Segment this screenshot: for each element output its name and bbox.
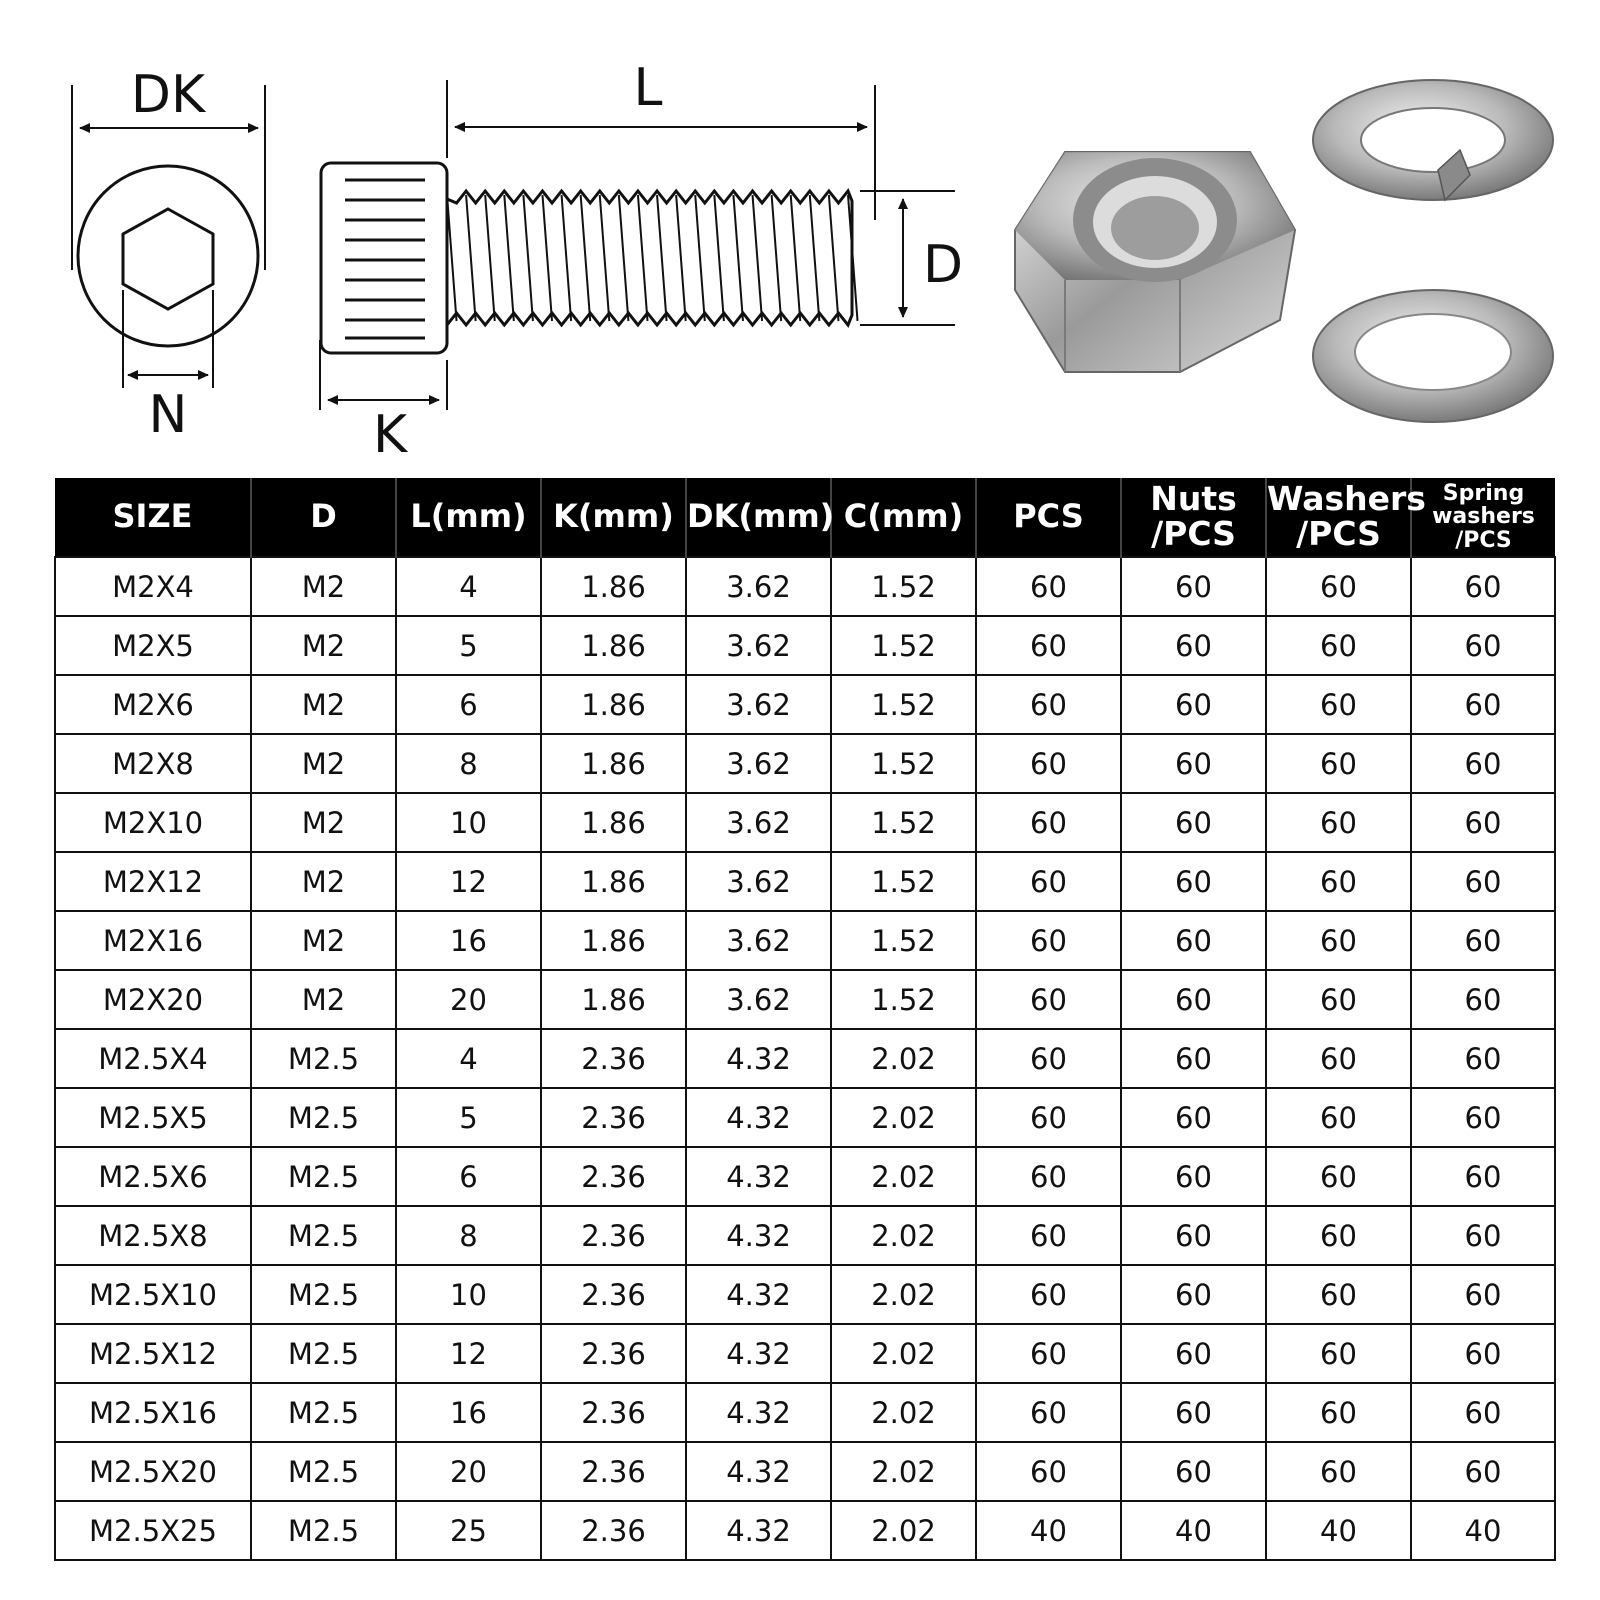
table-cell-d: M2	[251, 616, 396, 675]
table-cell-nuts-pcs: 60	[1121, 616, 1266, 675]
flat-washer-icon	[1313, 290, 1553, 422]
table-cell-k-mm: 2.36	[541, 1324, 686, 1383]
table-cell-washers-pcs: 40	[1266, 1501, 1411, 1560]
column-header-d	[251, 478, 396, 557]
table-cell-washers-pcs: 60	[1266, 1324, 1411, 1383]
column-header-nuts-pcs	[1121, 478, 1266, 557]
table-cell-spring-washers-pcs: 60	[1411, 1147, 1555, 1206]
table-cell-c-mm: 2.02	[831, 1206, 976, 1265]
table-cell-washers-pcs: 60	[1266, 1265, 1411, 1324]
table-cell-l-mm: 12	[396, 1324, 541, 1383]
l-label: L	[633, 58, 663, 118]
table-cell-pcs: 60	[976, 557, 1121, 616]
table-cell-dk-mm: 4.32	[686, 1029, 831, 1088]
table-cell-l-mm: 6	[396, 675, 541, 734]
column-header-pcs	[976, 478, 1121, 557]
table-row	[55, 557, 1555, 616]
column-header-line: L(mm)	[410, 497, 527, 536]
table-cell-pcs: 60	[976, 1147, 1121, 1206]
table-row	[55, 1029, 1555, 1088]
table-cell-pcs: 60	[976, 852, 1121, 911]
column-header-line: C(mm)	[843, 497, 964, 536]
table-cell-d: M2.5	[251, 1029, 396, 1088]
table-cell-pcs: 40	[976, 1501, 1121, 1560]
table-cell-c-mm: 1.52	[831, 911, 976, 970]
table-cell-pcs: 60	[976, 1324, 1121, 1383]
table-cell-k-mm: 2.36	[541, 1442, 686, 1501]
table-cell-k-mm: 2.36	[541, 1088, 686, 1147]
column-header-washers-pcs	[1266, 478, 1426, 557]
table-cell-c-mm: 2.02	[831, 1029, 976, 1088]
table-cell-l-mm: 10	[396, 1265, 541, 1324]
table-cell-spring-washers-pcs: 60	[1411, 1442, 1555, 1501]
table-cell-nuts-pcs: 60	[1121, 675, 1266, 734]
table-row	[55, 793, 1555, 852]
column-header-line: Spring	[1442, 481, 1525, 507]
table-cell-spring-washers-pcs: 60	[1411, 852, 1555, 911]
table-cell-spring-washers-pcs: 60	[1411, 1265, 1555, 1324]
table-cell-c-mm: 1.52	[831, 793, 976, 852]
column-header-line: DK(mm)	[687, 497, 835, 536]
table-cell-l-mm: 16	[396, 1383, 541, 1442]
column-header-line: Nuts	[1150, 479, 1237, 519]
table-row	[55, 1147, 1555, 1206]
table-cell-k-mm: 2.36	[541, 1383, 686, 1442]
hex-nut-icon	[1015, 152, 1295, 372]
table-row	[55, 734, 1555, 793]
table-cell-d: M2.5	[251, 1147, 396, 1206]
table-cell-washers-pcs: 60	[1266, 1088, 1411, 1147]
table-cell-dk-mm: 4.32	[686, 1324, 831, 1383]
table-cell-size: M2X12	[55, 852, 251, 911]
table-cell-nuts-pcs: 60	[1121, 793, 1266, 852]
d-label: D	[922, 235, 964, 295]
table-cell-dk-mm: 3.62	[686, 911, 831, 970]
table-cell-l-mm: 8	[396, 1206, 541, 1265]
table-cell-pcs: 60	[976, 734, 1121, 793]
table-row	[55, 616, 1555, 675]
table-cell-l-mm: 5	[396, 1088, 541, 1147]
table-cell-spring-washers-pcs: 60	[1411, 1206, 1555, 1265]
table-cell-dk-mm: 3.62	[686, 852, 831, 911]
table-cell-nuts-pcs: 60	[1121, 734, 1266, 793]
table-cell-pcs: 60	[976, 970, 1121, 1029]
table-cell-pcs: 60	[976, 1088, 1121, 1147]
table-cell-k-mm: 2.36	[541, 1206, 686, 1265]
table-cell-k-mm: 1.86	[541, 616, 686, 675]
table-cell-l-mm: 12	[396, 852, 541, 911]
column-header-line: D	[310, 497, 337, 536]
table-cell-c-mm: 2.02	[831, 1265, 976, 1324]
table-cell-l-mm: 20	[396, 1442, 541, 1501]
table-cell-size: M2.5X6	[55, 1147, 251, 1206]
table-cell-c-mm: 1.52	[831, 970, 976, 1029]
table-cell-l-mm: 16	[396, 911, 541, 970]
table-cell-nuts-pcs: 60	[1121, 1442, 1266, 1501]
column-header-l-mm	[396, 478, 541, 557]
table-cell-k-mm: 1.86	[541, 970, 686, 1029]
table-cell-dk-mm: 3.62	[686, 793, 831, 852]
table-row	[55, 1324, 1555, 1383]
table-cell-d: M2	[251, 675, 396, 734]
table-cell-k-mm: 1.86	[541, 734, 686, 793]
table-cell-dk-mm: 3.62	[686, 675, 831, 734]
table-cell-size: M2X20	[55, 970, 251, 1029]
table-cell-dk-mm: 4.32	[686, 1265, 831, 1324]
table-row	[55, 1442, 1555, 1501]
table-cell-nuts-pcs: 60	[1121, 1029, 1266, 1088]
column-header-line: SIZE	[112, 497, 193, 536]
table-cell-size: M2X10	[55, 793, 251, 852]
table-cell-c-mm: 2.02	[831, 1501, 976, 1560]
column-header-c-mm	[831, 478, 976, 557]
table-cell-washers-pcs: 60	[1266, 1206, 1411, 1265]
spring-washer-icon	[1313, 80, 1553, 200]
table-cell-k-mm: 2.36	[541, 1147, 686, 1206]
hex-socket-head-icon	[72, 85, 265, 388]
table-cell-size: M2.5X8	[55, 1206, 251, 1265]
table-cell-nuts-pcs: 60	[1121, 1265, 1266, 1324]
table-cell-c-mm: 2.02	[831, 1324, 976, 1383]
table-cell-spring-washers-pcs: 60	[1411, 970, 1555, 1029]
screw-dimension-diagram	[0, 0, 1600, 460]
table-cell-washers-pcs: 60	[1266, 1383, 1411, 1442]
table-cell-size: M2X5	[55, 616, 251, 675]
table-cell-k-mm: 1.86	[541, 793, 686, 852]
table-cell-size: M2.5X10	[55, 1265, 251, 1324]
table-cell-c-mm: 1.52	[831, 852, 976, 911]
table-cell-washers-pcs: 60	[1266, 734, 1411, 793]
table-cell-d: M2.5	[251, 1442, 396, 1501]
table-cell-spring-washers-pcs: 60	[1411, 1088, 1555, 1147]
table-cell-pcs: 60	[976, 1206, 1121, 1265]
table-cell-dk-mm: 3.62	[686, 557, 831, 616]
table-cell-washers-pcs: 60	[1266, 793, 1411, 852]
table-cell-l-mm: 20	[396, 970, 541, 1029]
table-cell-d: M2	[251, 911, 396, 970]
table-cell-nuts-pcs: 60	[1121, 970, 1266, 1029]
table-cell-washers-pcs: 60	[1266, 1442, 1411, 1501]
table-cell-washers-pcs: 60	[1266, 675, 1411, 734]
table-cell-l-mm: 4	[396, 557, 541, 616]
table-cell-washers-pcs: 60	[1266, 970, 1411, 1029]
table-cell-size: M2.5X16	[55, 1383, 251, 1442]
table-cell-c-mm: 1.52	[831, 557, 976, 616]
table-cell-l-mm: 6	[396, 1147, 541, 1206]
column-header-size	[55, 478, 251, 557]
dk-label: DK	[130, 65, 206, 125]
table-cell-spring-washers-pcs: 60	[1411, 734, 1555, 793]
table-row	[55, 911, 1555, 970]
n-label: N	[148, 385, 188, 445]
table-cell-nuts-pcs: 40	[1121, 1501, 1266, 1560]
table-cell-k-mm: 1.86	[541, 911, 686, 970]
table-cell-size: M2.5X12	[55, 1324, 251, 1383]
table-cell-c-mm: 2.02	[831, 1088, 976, 1147]
column-header-line: K(mm)	[553, 497, 674, 536]
table-cell-k-mm: 1.86	[541, 557, 686, 616]
table-cell-size: M2.5X5	[55, 1088, 251, 1147]
table-cell-d: M2.5	[251, 1088, 396, 1147]
table-cell-washers-pcs: 60	[1266, 1147, 1411, 1206]
table-cell-washers-pcs: 60	[1266, 557, 1411, 616]
k-label: K	[372, 405, 408, 460]
table-cell-dk-mm: 3.62	[686, 616, 831, 675]
table-cell-d: M2.5	[251, 1501, 396, 1560]
table-cell-size: M2X16	[55, 911, 251, 970]
table-cell-spring-washers-pcs: 60	[1411, 911, 1555, 970]
table-cell-l-mm: 10	[396, 793, 541, 852]
table-cell-size: M2X8	[55, 734, 251, 793]
table-cell-size: M2X4	[55, 557, 251, 616]
table-row	[55, 970, 1555, 1029]
table-cell-pcs: 60	[976, 793, 1121, 852]
table-cell-dk-mm: 4.32	[686, 1206, 831, 1265]
table-cell-pcs: 60	[976, 1265, 1121, 1324]
table-cell-spring-washers-pcs: 40	[1411, 1501, 1555, 1560]
column-header-line: /PCS	[1151, 514, 1236, 553]
table-cell-k-mm: 1.86	[541, 675, 686, 734]
table-cell-nuts-pcs: 60	[1121, 1206, 1266, 1265]
table-cell-d: M2	[251, 970, 396, 1029]
table-cell-pcs: 60	[976, 1383, 1121, 1442]
table-row	[55, 1383, 1555, 1442]
table-cell-l-mm: 25	[396, 1501, 541, 1560]
column-header-spring-washers-pcs	[1411, 478, 1555, 557]
table-cell-dk-mm: 4.32	[686, 1442, 831, 1501]
column-header-dk-mm	[686, 478, 835, 557]
table-body	[55, 557, 1555, 1560]
table-cell-k-mm: 2.36	[541, 1265, 686, 1324]
table-cell-washers-pcs: 60	[1266, 911, 1411, 970]
column-header-line: Washers	[1267, 479, 1426, 519]
table-row	[55, 675, 1555, 734]
table-cell-l-mm: 5	[396, 616, 541, 675]
table-cell-k-mm: 1.86	[541, 852, 686, 911]
table-cell-nuts-pcs: 60	[1121, 557, 1266, 616]
table-cell-size: M2.5X20	[55, 1442, 251, 1501]
table-cell-d: M2	[251, 557, 396, 616]
table-row	[55, 1206, 1555, 1265]
table-cell-nuts-pcs: 60	[1121, 911, 1266, 970]
table-cell-k-mm: 2.36	[541, 1029, 686, 1088]
table-cell-dk-mm: 3.62	[686, 970, 831, 1029]
table-cell-c-mm: 2.02	[831, 1383, 976, 1442]
table-cell-d: M2.5	[251, 1324, 396, 1383]
table-cell-nuts-pcs: 60	[1121, 1147, 1266, 1206]
table-cell-nuts-pcs: 60	[1121, 852, 1266, 911]
table-cell-size: M2X6	[55, 675, 251, 734]
table-cell-pcs: 60	[976, 1029, 1121, 1088]
column-header-line: PCS	[1013, 497, 1084, 536]
table-cell-l-mm: 8	[396, 734, 541, 793]
table-cell-nuts-pcs: 60	[1121, 1324, 1266, 1383]
table-cell-size: M2.5X4	[55, 1029, 251, 1088]
table-cell-dk-mm: 4.32	[686, 1088, 831, 1147]
table-cell-spring-washers-pcs: 60	[1411, 675, 1555, 734]
table-cell-dk-mm: 3.62	[686, 734, 831, 793]
table-cell-size: M2.5X25	[55, 1501, 251, 1560]
cap-screw-icon	[320, 80, 955, 410]
table-cell-washers-pcs: 60	[1266, 1029, 1411, 1088]
table-cell-d: M2	[251, 734, 396, 793]
table-cell-pcs: 60	[976, 911, 1121, 970]
table-cell-pcs: 60	[976, 616, 1121, 675]
column-header-line: /PCS	[1455, 527, 1512, 553]
table-cell-spring-washers-pcs: 60	[1411, 557, 1555, 616]
table-cell-nuts-pcs: 60	[1121, 1383, 1266, 1442]
table-cell-spring-washers-pcs: 60	[1411, 793, 1555, 852]
table-cell-c-mm: 2.02	[831, 1442, 976, 1501]
column-header-line: washers	[1432, 504, 1535, 530]
table-cell-pcs: 60	[976, 1442, 1121, 1501]
table-cell-l-mm: 4	[396, 1029, 541, 1088]
table-cell-d: M2.5	[251, 1206, 396, 1265]
table-cell-nuts-pcs: 60	[1121, 1088, 1266, 1147]
spec-table	[54, 478, 1556, 1561]
table-cell-d: M2	[251, 793, 396, 852]
table-cell-c-mm: 1.52	[831, 675, 976, 734]
table-cell-k-mm: 2.36	[541, 1501, 686, 1560]
table-row	[55, 852, 1555, 911]
table-cell-c-mm: 1.52	[831, 734, 976, 793]
table-cell-c-mm: 2.02	[831, 1147, 976, 1206]
table-row	[55, 1265, 1555, 1324]
column-header-k-mm	[541, 478, 686, 557]
table-cell-dk-mm: 4.32	[686, 1383, 831, 1442]
table-row	[55, 1088, 1555, 1147]
table-cell-spring-washers-pcs: 60	[1411, 616, 1555, 675]
table-cell-spring-washers-pcs: 60	[1411, 1029, 1555, 1088]
table-cell-spring-washers-pcs: 60	[1411, 1324, 1555, 1383]
table-cell-washers-pcs: 60	[1266, 852, 1411, 911]
column-header-line: /PCS	[1296, 514, 1381, 553]
table-cell-d: M2.5	[251, 1383, 396, 1442]
table-cell-d: M2	[251, 852, 396, 911]
table-cell-d: M2.5	[251, 1265, 396, 1324]
table-cell-washers-pcs: 60	[1266, 616, 1411, 675]
table-cell-dk-mm: 4.32	[686, 1501, 831, 1560]
table-cell-dk-mm: 4.32	[686, 1147, 831, 1206]
table-header-row	[55, 478, 1555, 557]
table-cell-pcs: 60	[976, 675, 1121, 734]
table-row	[55, 1501, 1555, 1560]
table-cell-c-mm: 1.52	[831, 616, 976, 675]
table-cell-spring-washers-pcs: 60	[1411, 1383, 1555, 1442]
